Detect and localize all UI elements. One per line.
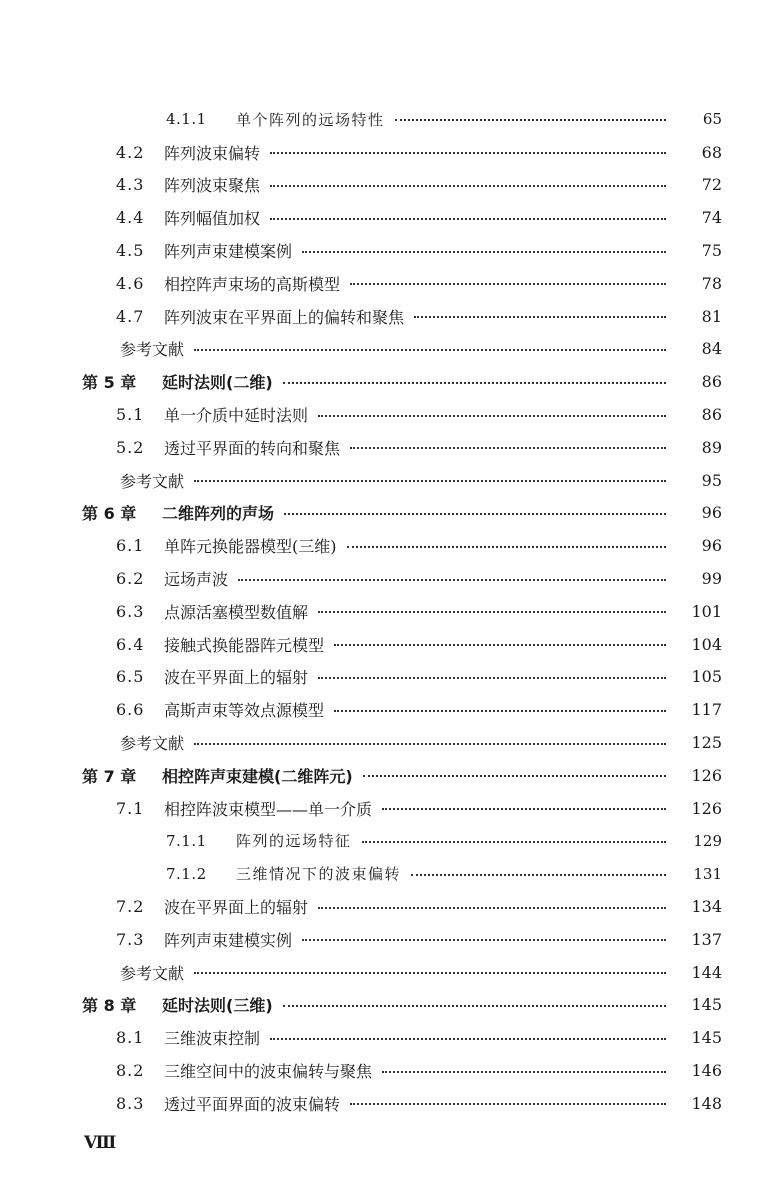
toc-entry-page: 137 — [691, 929, 722, 949]
toc-entry — [0, 333, 779, 366]
toc-entry-number: 6.3 — [116, 601, 145, 621]
toc-entry-page: 101 — [691, 601, 722, 621]
dot-leader — [283, 1005, 666, 1007]
toc-entry-title: 参考文献 — [120, 734, 185, 754]
toc-entry-title: 远场声波 — [164, 570, 229, 590]
dot-leader — [363, 775, 666, 777]
toc-entry-page: 96 — [701, 503, 722, 523]
dot-leader — [350, 283, 666, 285]
toc-entry-number: 7.1.1 — [166, 831, 207, 850]
toc-entry — [0, 365, 779, 398]
dot-leader — [382, 808, 666, 810]
toc-entry-page: 104 — [691, 634, 722, 654]
toc-entry-number: 6.4 — [116, 634, 145, 654]
toc-entry — [0, 956, 779, 989]
page-folio: Ⅷ — [84, 1133, 116, 1153]
toc-entry-page: 86 — [701, 372, 722, 392]
toc-entry — [0, 595, 779, 628]
toc-entry-page: 68 — [701, 142, 722, 162]
toc-entry-number: 8.3 — [116, 1093, 145, 1113]
dot-leader — [194, 480, 666, 482]
dot-leader — [362, 841, 666, 843]
toc-entry-title: 阵列波束偏转 — [164, 143, 261, 163]
toc-entry-number: 6.6 — [116, 700, 145, 720]
toc-entry-page: 134 — [691, 897, 722, 917]
dot-leader — [347, 546, 667, 548]
toc-entry-number: 4.6 — [116, 273, 145, 293]
toc-entry — [0, 398, 779, 431]
toc-entry-page: 96 — [701, 536, 722, 556]
toc-entry — [0, 464, 779, 497]
toc-entry — [0, 759, 779, 792]
toc-entry-page: 65 — [702, 110, 722, 129]
toc-entry-title: 点源活塞模型数值解 — [164, 602, 309, 622]
toc-entry-number: 8.2 — [116, 1061, 145, 1080]
toc-entry — [0, 562, 779, 595]
toc-entry-title: 参考文献 — [120, 340, 185, 360]
toc-entry-title: 波在平界面上的辐射 — [164, 898, 309, 918]
toc-entry — [0, 267, 779, 300]
toc-entry-page: 99 — [701, 569, 722, 589]
toc-entry-number: 7.1 — [116, 798, 145, 818]
table-of-contents — [0, 103, 779, 1120]
toc-entry-number: 4.5 — [116, 241, 145, 261]
toc-entry-page: 129 — [693, 831, 722, 850]
toc-entry — [0, 628, 779, 661]
dot-leader — [270, 185, 666, 187]
toc-entry-page: 145 — [691, 1028, 722, 1048]
toc-entry-number: 4.3 — [116, 175, 145, 195]
toc-entry-page: 78 — [701, 273, 722, 293]
toc-entry — [0, 103, 779, 136]
toc-entry — [0, 825, 779, 858]
dot-leader — [302, 939, 666, 941]
toc-entry-number: 8.1 — [116, 1028, 145, 1048]
dot-leader — [334, 710, 666, 712]
dot-leader — [318, 907, 666, 909]
toc-entry-title: 阵列声束建模案例 — [164, 242, 293, 262]
toc-entry-title: 阵列幅值加权 — [164, 209, 261, 229]
toc-entry-title: 高斯声束等效点源模型 — [164, 701, 325, 721]
toc-entry-number: 第 8 章 — [82, 996, 137, 1016]
toc-entry — [0, 923, 779, 956]
toc-entry-title: 三维情况下的波束偏转 — [236, 865, 402, 884]
toc-entry-number: 5.2 — [116, 437, 145, 457]
toc-entry-title: 单阵元换能器模型(三维) — [164, 537, 337, 557]
toc-entry-title: 相控阵波束模型——单一介质 — [164, 799, 373, 819]
dot-leader — [270, 152, 666, 154]
toc-entry-title: 透过平面界面的波束偏转 — [164, 1094, 341, 1114]
toc-entry-number: 4.2 — [116, 142, 145, 162]
toc-entry-page: 126 — [691, 798, 722, 818]
toc-entry-page: 72 — [701, 175, 722, 195]
toc-entry — [0, 989, 779, 1022]
toc-entry-page: 84 — [701, 339, 722, 359]
toc-entry — [0, 1054, 779, 1087]
toc-entry-page: 126 — [691, 765, 722, 785]
dot-leader — [318, 677, 666, 679]
toc-entry-page: 145 — [691, 995, 722, 1015]
toc-entry-page: 74 — [701, 208, 722, 228]
toc-entry-title: 阵列的远场特征 — [236, 832, 352, 851]
toc-entry-number: 7.2 — [116, 897, 145, 917]
toc-entry-page: 148 — [691, 1093, 722, 1113]
toc-entry-title: 相控阵声束建模(二维阵元) — [162, 766, 353, 786]
toc-entry — [0, 431, 779, 464]
toc-entry-page: 86 — [701, 405, 722, 425]
dot-leader — [411, 874, 666, 876]
toc-entry-title: 阵列波束聚焦 — [164, 176, 261, 196]
toc-entry-number: 4.7 — [116, 306, 145, 326]
dot-leader — [318, 415, 666, 417]
toc-entry-page: 75 — [701, 241, 722, 261]
toc-entry-title: 阵列声束建模实例 — [164, 930, 293, 950]
dot-leader — [395, 119, 666, 121]
toc-entry-page: 131 — [693, 864, 722, 883]
toc-entry-title: 接触式换能器阵元模型 — [164, 635, 325, 655]
toc-entry — [0, 1087, 779, 1120]
toc-entry-title: 相控阵声束场的高斯模型 — [164, 274, 341, 294]
dot-leader — [382, 1071, 666, 1073]
toc-entry-number: 7.1.2 — [166, 864, 207, 883]
toc-entry — [0, 300, 779, 333]
toc-entry-page: 144 — [691, 962, 722, 982]
toc-entry-page: 95 — [701, 470, 722, 490]
toc-entry — [0, 1021, 779, 1054]
toc-entry — [0, 136, 779, 169]
toc-entry-title: 单个阵列的远场特性 — [236, 110, 385, 129]
toc-entry-page: 89 — [701, 437, 722, 457]
toc-entry — [0, 693, 779, 726]
dot-leader — [238, 579, 666, 581]
toc-entry-title: 三维空间中的波束偏转与聚焦 — [164, 1062, 373, 1081]
dot-leader — [414, 316, 666, 318]
toc-entry-title: 单一介质中延时法则 — [164, 406, 309, 426]
toc-entry-number: 4.1.1 — [166, 110, 207, 129]
dot-leader — [194, 349, 666, 351]
dot-leader — [270, 218, 666, 220]
toc-entry-title: 二维阵列的声场 — [162, 504, 275, 524]
toc-entry-number: 第 5 章 — [82, 373, 137, 393]
toc-entry — [0, 661, 779, 694]
toc-entry-page: 117 — [691, 700, 722, 720]
toc-entry — [0, 169, 779, 202]
toc-entry-number: 4.4 — [116, 208, 145, 228]
toc-entry-page: 105 — [691, 667, 722, 687]
toc-entry-title: 延时法则(二维) — [162, 373, 273, 393]
toc-entry-title: 参考文献 — [120, 471, 185, 491]
dot-leader — [318, 611, 666, 613]
toc-entry-number: 6.5 — [116, 667, 145, 687]
toc-entry-page: 81 — [701, 306, 722, 326]
dot-leader — [194, 743, 666, 745]
dot-leader — [270, 1038, 666, 1040]
toc-entry — [0, 497, 779, 530]
toc-entry — [0, 890, 779, 923]
toc-entry — [0, 726, 779, 759]
dot-leader — [334, 644, 666, 646]
dot-leader — [284, 513, 666, 515]
toc-entry-number: 第 6 章 — [82, 504, 137, 524]
toc-entry — [0, 792, 779, 825]
toc-entry-number: 7.3 — [116, 929, 145, 949]
toc-entry-number: 6.2 — [116, 569, 145, 589]
toc-entry-title: 延时法则(三维) — [162, 996, 273, 1016]
toc-entry — [0, 234, 779, 267]
dot-leader — [350, 447, 666, 449]
toc-entry-title: 阵列波束在平界面上的偏转和聚焦 — [164, 307, 405, 327]
toc-entry — [0, 857, 779, 890]
toc-entry-page: 125 — [691, 733, 722, 753]
dot-leader — [302, 251, 666, 253]
toc-entry-number: 5.1 — [116, 405, 145, 425]
toc-entry-number: 第 7 章 — [82, 766, 137, 786]
toc-entry — [0, 201, 779, 234]
toc-entry-page: 146 — [691, 1061, 722, 1080]
dot-leader — [194, 972, 666, 974]
dot-leader — [283, 382, 666, 384]
toc-entry-title: 三维波束控制 — [164, 1029, 261, 1049]
toc-entry-title: 参考文献 — [120, 963, 185, 983]
toc-entry-title: 透过平界面的转向和聚焦 — [164, 438, 341, 458]
toc-entry — [0, 529, 779, 562]
toc-entry-number: 6.1 — [116, 536, 145, 556]
toc-entry-title: 波在平界面上的辐射 — [164, 668, 309, 688]
dot-leader — [350, 1103, 666, 1105]
